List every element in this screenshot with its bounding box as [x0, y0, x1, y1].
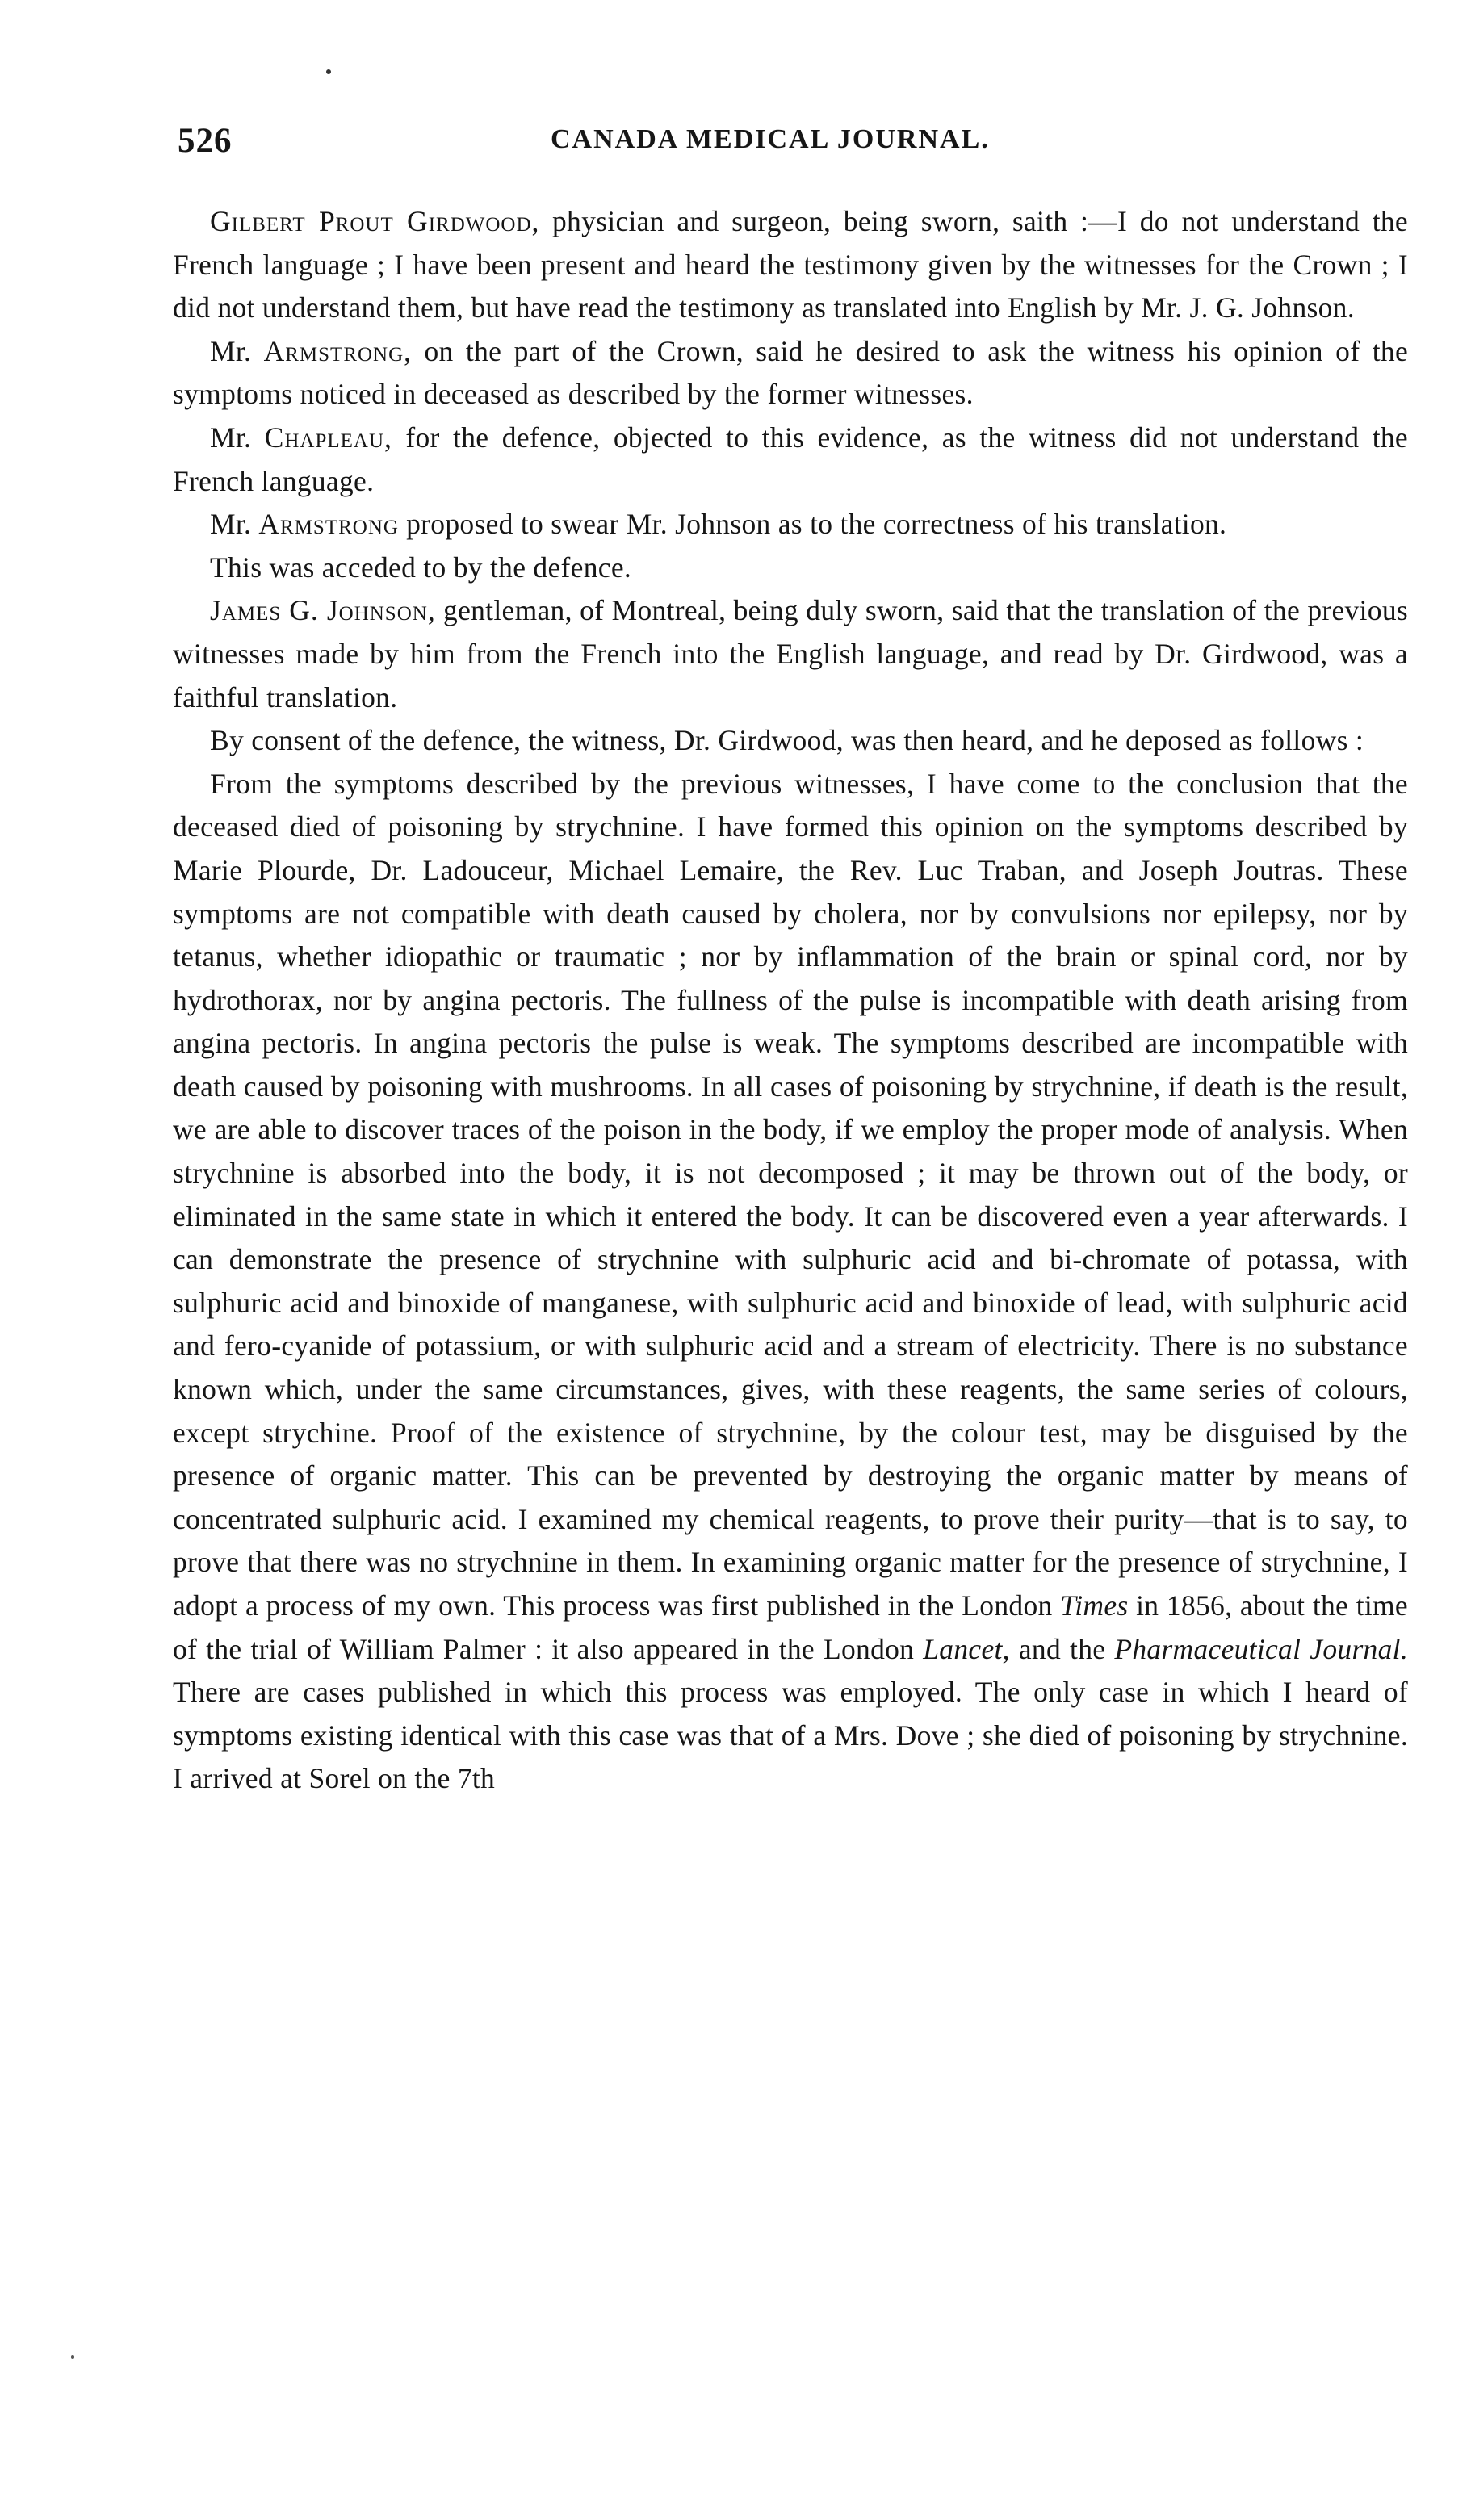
publication-title-pharmaceutical-journal: Pharmaceutical Journal. — [1114, 1632, 1408, 1665]
paragraph-text: physician and surgeon, being sworn, saith :—I do not understand the French language ; I have been present and heard the testimony given by the witnesses for the Crown ; I did not understand them, but have read the testimony as translated into English by Mr. J. G. Johnson. — [173, 205, 1408, 324]
paragraph-chapleau-objection — [173, 417, 1408, 503]
paragraph-text: gentleman, of Montreal, being duly sworn, said that the translation of the previous witnesses made by him from the French into the English language, and read by Dr. Girdwood, was a faithful translation. — [173, 594, 1408, 714]
speaker-name: Armstrong — [258, 508, 399, 541]
testimony-text: in 1856, about the time of the trial of William Palmer : it also appeared in the London — [173, 1589, 1408, 1665]
paragraph-text: on the part of the Crown, said he desired to ask the witness his opinion of the symptoms noticed in deceased as described by the former witnesses. — [173, 334, 1408, 411]
paragraph-armstrong-proposal — [173, 503, 1408, 546]
page-number: 526 — [178, 122, 233, 160]
speaker-name: Chapleau, — [264, 421, 392, 454]
paragraph-text: proposed to swear Mr. Johnson as to the correctness of his translation. — [398, 508, 1227, 541]
paragraph-girdwood-sworn — [173, 200, 1408, 330]
paragraph-text: By consent of the defence, the witness, Dr. Girdwood, was then heard, and he deposed as follows : — [210, 724, 1364, 757]
paragraph-text: This was acceded to by the defence. — [210, 550, 632, 584]
paragraph-acceded — [173, 546, 1408, 590]
title-prefix: Mr. — [210, 334, 264, 367]
paragraph-testimony — [173, 763, 1408, 1801]
journal-title: CANADA MEDICAL JOURNAL. — [551, 124, 990, 154]
speaker-name: James G. Johnson, — [210, 594, 436, 627]
running-head — [178, 121, 1405, 170]
ink-speck — [326, 69, 331, 74]
testimony-text: and the — [1009, 1632, 1115, 1665]
paragraph-consent — [173, 719, 1408, 763]
testimony-text: There are cases published in which this process was employed. The only case in which I heard of symptoms existing identical with this case was that of a Mrs. Dove ; she died of poisoning by strychnine. I arrived at Sorel on the 7th — [173, 1676, 1408, 1795]
speaker-name: Gilbert Prout Girdwood, — [210, 205, 540, 237]
title-prefix: Mr. — [210, 421, 265, 454]
paragraph-johnson-sworn — [173, 589, 1408, 719]
testimony-text: From the symptoms described by the previous witnesses, I have come to the conclusion that the deceased died of poisoning by strychnine. I have formed this opinion on the symptoms described by Marie Plourde, Dr. Ladouceur, Michael Lemaire, the Rev. Luc Traban, and Joseph Joutras. These symptoms are not compatible with death caused by cholera, nor by convulsions nor epilepsy, nor by tetanus, whether idiopathic or traumatic ; nor by inflammation of the brain or spinal cord, nor by hydrothorax, nor by angina pectoris. The fullness of the pulse is incompatible with death arising from angina pectoris. In angina pectoris the pulse is weak. The symptoms described are incompatible with death caused by poisoning with mushrooms. In all cases of poisoning by strychnine, if death is the result, we are able to discover traces of the poison in the body, if we employ the proper mode of analysis. When strychnine is absorbed into the body, it is not decomposed ; it may be thrown out of the body, or eliminated in the same state in which it entered the body. It can be discovered even a year afterwards. I can demonstrate the presence of strychnine with sulphuric acid and bi-chromate of potassa, with sulphuric acid and binoxide of manganese, with sulphuric acid and binoxide of lead, with sulphuric acid and fero-cyanide of potassium, or with sulphuric acid and a stream of electricity. There is no substance known which, under the same circumstances, gives, with these reagents, the same series of colours, except strychine. Proof of the existence of strychnine, by the colour test, may be disguised by the presence of organic matter. This can be prevented by destroying the organic matter by means of concentrated sulphuric acid. I examined my chemical reagents, to prove their purity—that is to say, to prove that there was no strychnine in them. In examining organic matter for the presence of strychnine, I adopt a process of my own. This process was first published in the London — [173, 767, 1408, 1622]
publication-title-lancet: Lancet, — [923, 1632, 1010, 1665]
paragraph-text: for the defence, objected to this evidence, as the witness did not understand the French language. — [173, 421, 1408, 497]
body-text — [173, 200, 1408, 1801]
title-prefix: Mr. — [210, 508, 259, 541]
paragraph-armstrong-request — [173, 330, 1408, 417]
margin-mark — [71, 2355, 74, 2359]
publication-title-times: Times — [1060, 1589, 1129, 1622]
speaker-name: Armstrong, — [263, 334, 413, 367]
